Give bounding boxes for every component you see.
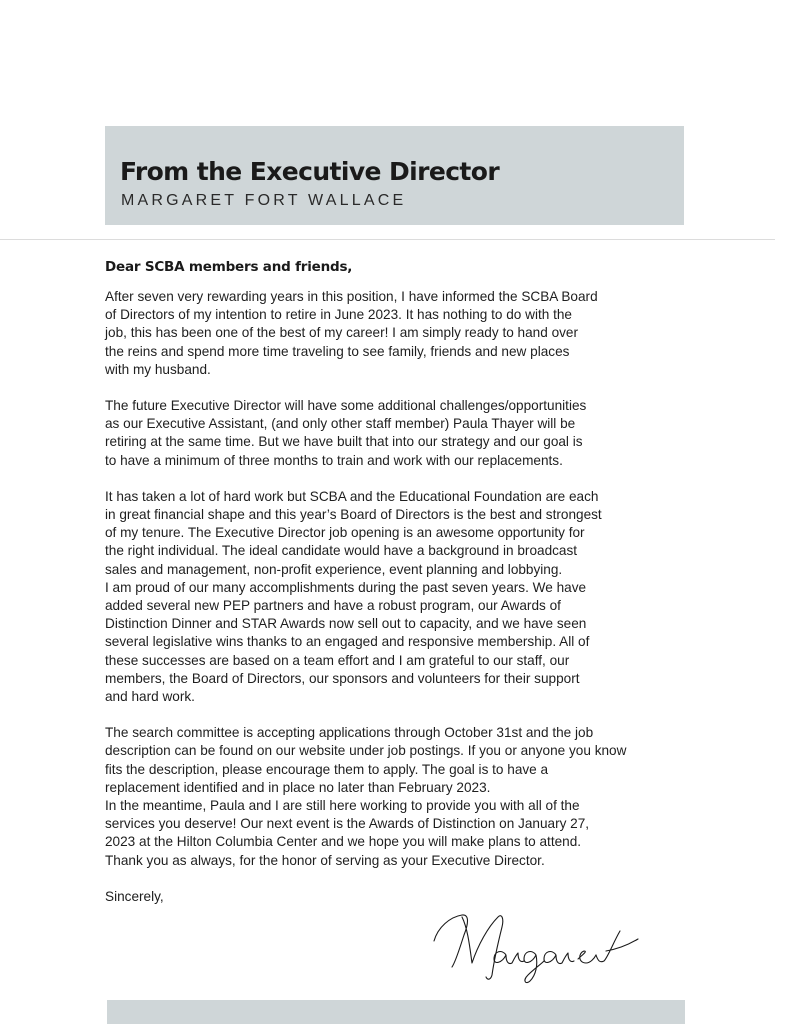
header-banner bbox=[105, 126, 684, 225]
text-line: The future Executive Director will have some additional challenges/opportunities bbox=[105, 398, 587, 414]
paragraph-1 bbox=[105, 288, 695, 379]
paragraph-4 bbox=[105, 724, 695, 870]
text-line: 2023 at the Hilton Columbia Center and we hope you will make plans to attend. bbox=[105, 834, 582, 850]
text-line: of Directors of my intention to retire in June 2023. It has nothing to do with the bbox=[105, 307, 572, 323]
text-line: I am proud of our many accomplishments during the past seven years. We have bbox=[105, 579, 587, 595]
footer-banner bbox=[107, 1000, 685, 1024]
text-line: Thank you as always, for the honor of serving as your Executive Director. bbox=[105, 852, 545, 868]
closing: Sincerely, bbox=[105, 888, 164, 904]
paragraph-3 bbox=[105, 488, 695, 706]
text-line: services you deserve! Our next event is the Awards of Distinction on January 27, bbox=[105, 816, 590, 832]
text-line: and hard work. bbox=[105, 689, 195, 705]
author-name: MARGARET FORT WALLACE bbox=[121, 192, 407, 209]
text-line: fits the description, please encourage them to apply. The goal is to have a bbox=[105, 761, 549, 777]
header-divider bbox=[0, 239, 775, 240]
text-line: sales and management, non-profit experience, event planning and lobbying. bbox=[105, 561, 563, 577]
text-line: job, this has been one of the best of my career! I am simply ready to hand over bbox=[105, 325, 579, 341]
text-line: the reins and spend more time traveling to see family, friends and new places bbox=[105, 343, 570, 359]
paragraph-2 bbox=[105, 397, 695, 470]
text-line: the right individual. The ideal candidate would have a background in broadcast bbox=[105, 543, 578, 559]
text-line: description can be found on our website under job postings. If you or anyone you know bbox=[105, 743, 627, 759]
text-line: members, the Board of Directors, our sponsors and volunteers for their support bbox=[105, 670, 580, 686]
text-line: In the meantime, Paula and I are still here working to provide you with all of the bbox=[105, 798, 580, 814]
salutation: Dear SCBA members and friends, bbox=[105, 259, 353, 275]
text-line: After seven very rewarding years in this position, I have informed the SCBA Board bbox=[105, 289, 598, 304]
text-line: added several new PEP partners and have a robust program, our Awards of bbox=[105, 598, 561, 614]
handwritten-signature bbox=[428, 905, 643, 985]
page-title: From the Executive Director bbox=[120, 157, 500, 186]
text-line: in great financial shape and this year’s Board of Directors is the best and strongest bbox=[105, 507, 602, 523]
text-line: retiring at the same time. But we have built that into our strategy and our goal is bbox=[105, 434, 583, 450]
text-line: The search committee is accepting applications through October 31st and the job bbox=[105, 725, 594, 741]
text-line: these successes are based on a team effort and I am grateful to our staff, our bbox=[105, 652, 570, 668]
text-line: It has taken a lot of hard work but SCBA and the Educational Foundation are each bbox=[105, 488, 599, 504]
text-line: Distinction Dinner and STAR Awards now sell out to capacity, and we have seen bbox=[105, 616, 587, 632]
text-line: of my tenure. The Executive Director job opening is an awesome opportunity for bbox=[105, 525, 585, 541]
letter-body bbox=[105, 258, 695, 906]
text-line: as our Executive Assistant, (and only other staff member) Paula Thayer will be bbox=[105, 416, 576, 432]
text-line: several legislative wins thanks to an engaged and responsive membership. All of bbox=[105, 634, 590, 650]
text-line: with my husband. bbox=[105, 361, 211, 377]
text-line: replacement identified and in place no later than February 2023. bbox=[105, 779, 491, 795]
text-line: to have a minimum of three months to train and work with our replacements. bbox=[105, 452, 563, 468]
